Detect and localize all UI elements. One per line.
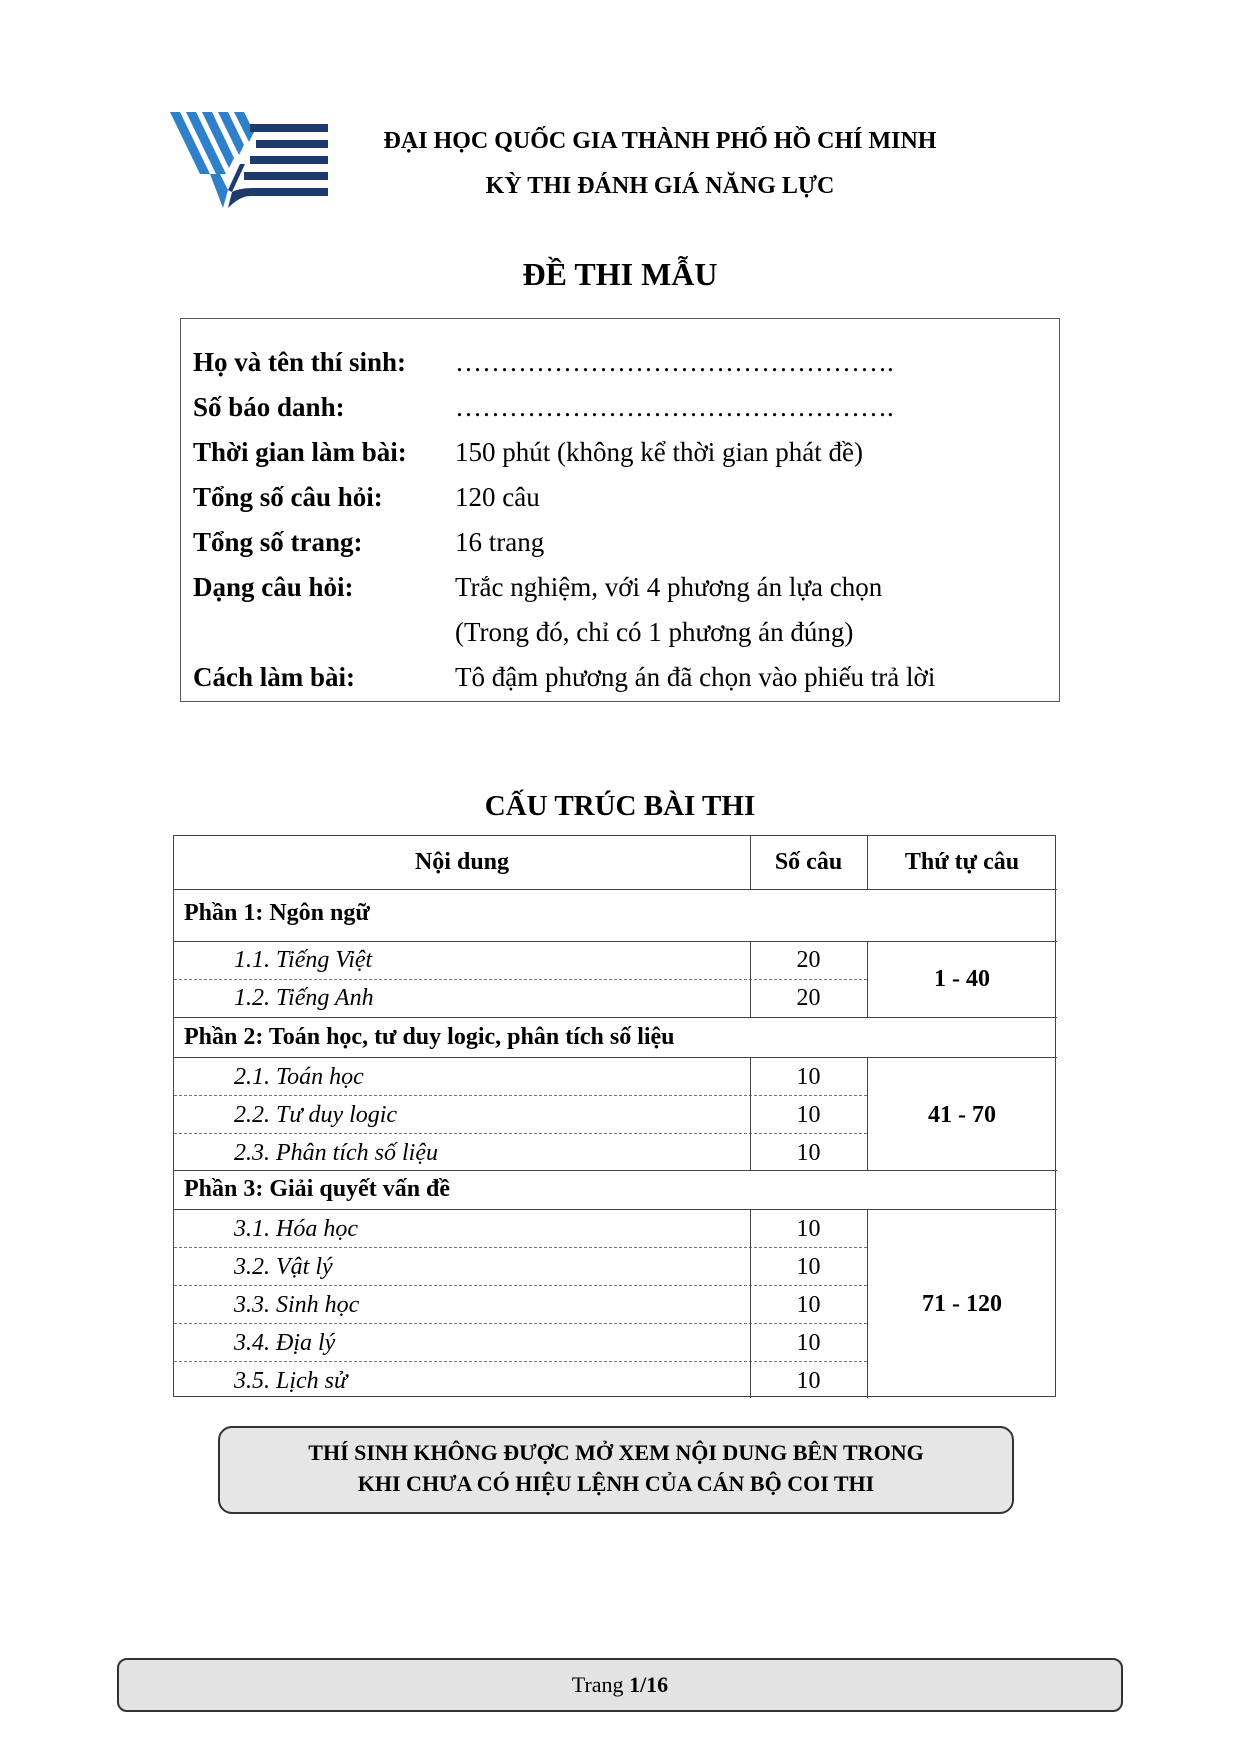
question-count: 10 (796, 1140, 821, 1166)
table-row-item: 3.1. Hóa học (234, 1216, 358, 1242)
info-row-name (193, 347, 1049, 387)
column-rule (750, 836, 751, 889)
info-value: 150 phút (không kể thời gian phát đề) (455, 437, 863, 467)
row-separator (174, 979, 867, 980)
info-value: (Trong đó, chỉ có 1 phương án đúng) (455, 617, 854, 647)
structure-table (173, 835, 1056, 1397)
table-row-item: 1.1. Tiếng Việt (234, 947, 373, 973)
info-value: Tô đậm phương án đã chọn vào phiếu trả lời (455, 662, 936, 692)
table-row-item: 2.1. Toán học (234, 1064, 364, 1090)
row-separator (174, 1247, 867, 1248)
column-rule (867, 836, 868, 889)
question-range: 41 - 70 (928, 1102, 996, 1128)
question-count: 20 (796, 947, 821, 973)
question-count: 20 (796, 985, 821, 1011)
info-value: 16 trang (455, 527, 545, 557)
table-row-item: 3.3. Sinh học (234, 1292, 360, 1318)
name-field[interactable]: …………………………………………. (455, 347, 894, 377)
notice-text: THÍ SINH KHÔNG ĐƯỢC MỞ XEM NỘI DUNG BÊN TRONG (308, 1440, 924, 1465)
question-count: 10 (796, 1102, 821, 1128)
column-rule (750, 1209, 751, 1398)
info-label: Dạng câu hỏi: (193, 572, 354, 602)
column-rule (867, 941, 868, 1017)
info-row-method (193, 662, 1049, 702)
exam-notice (218, 1426, 1014, 1514)
sbd-field[interactable]: …………………………………………. (455, 392, 894, 422)
column-rule (750, 941, 751, 1017)
table-rule (174, 1170, 1057, 1171)
info-label: Cách làm bài: (193, 662, 355, 692)
row-separator (174, 1133, 867, 1134)
question-count: 10 (796, 1292, 821, 1318)
info-label: Họ và tên thí sinh: (193, 347, 407, 377)
info-label: Số báo danh: (193, 392, 345, 422)
part-title: Phần 2: Toán học, tư duy logic, phân tích số liệu (184, 1024, 675, 1050)
table-row-item: 2.3. Phân tích số liệu (234, 1140, 438, 1166)
info-row-pages (193, 527, 1049, 567)
table-row-item: 3.4. Địa lý (234, 1330, 336, 1356)
page-number: 1/16 (629, 1672, 669, 1697)
info-row-questions (193, 482, 1049, 522)
question-count: 10 (796, 1254, 821, 1280)
exam-name: KỲ THI ĐÁNH GIÁ NĂNG LỰC (485, 173, 835, 199)
column-rule (867, 1209, 868, 1398)
question-count: 10 (796, 1064, 821, 1090)
table-rule (174, 1209, 1057, 1210)
question-range: 71 - 120 (922, 1291, 1002, 1317)
structure-title: CẤU TRÚC BÀI THI (484, 790, 756, 822)
column-rule (750, 1057, 751, 1170)
table-rule (174, 889, 1057, 890)
question-count: 10 (796, 1216, 821, 1242)
table-row-item: 2.2. Tư duy logic (234, 1102, 398, 1128)
table-row-item: 3.5. Lịch sử (234, 1368, 348, 1394)
info-row-type (193, 572, 1049, 612)
row-separator (174, 1323, 867, 1324)
column-header: Thứ tự câu (904, 849, 1020, 875)
info-row-time (193, 437, 1049, 477)
info-row-sbd (193, 392, 1049, 432)
row-separator (174, 1285, 867, 1286)
table-rule (174, 941, 1057, 942)
info-label: Thời gian làm bài: (193, 437, 407, 467)
page-label: Trang (571, 1672, 630, 1697)
notice-text: KHI CHƯA CÓ HIỆU LỆNH CỦA CÁN BỘ COI THI (357, 1471, 875, 1496)
info-label: Tổng số câu hỏi: (193, 482, 383, 512)
row-separator (174, 1361, 867, 1362)
info-row-type-note (193, 617, 1049, 657)
table-row-item: 1.2. Tiếng Anh (234, 985, 374, 1011)
table-row-item: 3.2. Vật lý (234, 1254, 333, 1280)
university-logo (170, 112, 330, 212)
table-rule (174, 1057, 1057, 1058)
info-value: Trắc nghiệm, với 4 phương án lựa chọn (455, 572, 883, 602)
column-header: Nội dung (414, 849, 510, 875)
part-title: Phần 1: Ngôn ngữ (184, 900, 370, 926)
column-header: Số câu (774, 849, 843, 875)
question-range: 1 - 40 (934, 966, 990, 992)
institution-name: ĐẠI HỌC QUỐC GIA THÀNH PHỐ HỒ CHÍ MINH (383, 128, 937, 154)
info-label: Tổng số trang: (193, 527, 363, 557)
row-separator (174, 1095, 867, 1096)
candidate-info-box (180, 318, 1060, 702)
question-count: 10 (796, 1368, 821, 1394)
part-title: Phần 3: Giải quyết vấn đề (184, 1176, 451, 1202)
column-rule (867, 1057, 868, 1170)
table-rule (174, 1017, 1057, 1018)
question-count: 10 (796, 1330, 821, 1356)
info-value: 120 câu (455, 482, 540, 512)
document-title: ĐỀ THI MẪU (522, 256, 718, 292)
page-footer (117, 1658, 1123, 1712)
